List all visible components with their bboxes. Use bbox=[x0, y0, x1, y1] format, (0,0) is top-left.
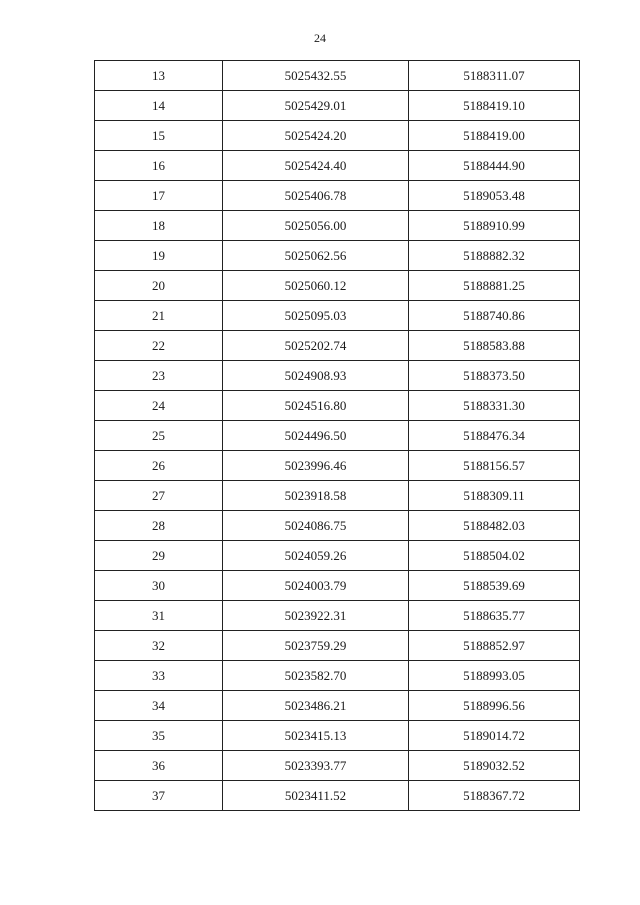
point-number-cell: 30 bbox=[95, 571, 223, 601]
table-row bbox=[95, 331, 580, 361]
y-coordinate-cell: 5188910.99 bbox=[409, 211, 580, 241]
table-row bbox=[95, 451, 580, 481]
point-number-cell: 22 bbox=[95, 331, 223, 361]
point-number-cell: 27 bbox=[95, 481, 223, 511]
x-coordinate-cell: 5025062.56 bbox=[223, 241, 409, 271]
y-coordinate-cell: 5188419.10 bbox=[409, 91, 580, 121]
y-coordinate-cell: 5188476.34 bbox=[409, 421, 580, 451]
table-row bbox=[95, 91, 580, 121]
x-coordinate-cell: 5023582.70 bbox=[223, 661, 409, 691]
point-number-cell: 20 bbox=[95, 271, 223, 301]
point-number-cell: 16 bbox=[95, 151, 223, 181]
x-coordinate-cell: 5025424.20 bbox=[223, 121, 409, 151]
point-number-cell: 25 bbox=[95, 421, 223, 451]
table-row bbox=[95, 721, 580, 751]
x-coordinate-cell: 5023996.46 bbox=[223, 451, 409, 481]
table-row bbox=[95, 211, 580, 241]
point-number-cell: 37 bbox=[95, 781, 223, 811]
point-number-cell: 24 bbox=[95, 391, 223, 421]
x-coordinate-cell: 5024086.75 bbox=[223, 511, 409, 541]
point-number-cell: 18 bbox=[95, 211, 223, 241]
x-coordinate-cell: 5023393.77 bbox=[223, 751, 409, 781]
y-coordinate-cell: 5188996.56 bbox=[409, 691, 580, 721]
table-row bbox=[95, 391, 580, 421]
y-coordinate-cell: 5188444.90 bbox=[409, 151, 580, 181]
table-row bbox=[95, 61, 580, 91]
y-coordinate-cell: 5188740.86 bbox=[409, 301, 580, 331]
table-row bbox=[95, 361, 580, 391]
y-coordinate-cell: 5188882.32 bbox=[409, 241, 580, 271]
point-number-cell: 32 bbox=[95, 631, 223, 661]
y-coordinate-cell: 5188482.03 bbox=[409, 511, 580, 541]
x-coordinate-cell: 5024059.26 bbox=[223, 541, 409, 571]
x-coordinate-cell: 5025424.40 bbox=[223, 151, 409, 181]
table-row bbox=[95, 571, 580, 601]
table-row bbox=[95, 241, 580, 271]
table-row bbox=[95, 661, 580, 691]
table-row bbox=[95, 511, 580, 541]
point-number-cell: 35 bbox=[95, 721, 223, 751]
point-number-cell: 33 bbox=[95, 661, 223, 691]
y-coordinate-cell: 5188993.05 bbox=[409, 661, 580, 691]
x-coordinate-cell: 5024516.80 bbox=[223, 391, 409, 421]
point-number-cell: 34 bbox=[95, 691, 223, 721]
table-row bbox=[95, 631, 580, 661]
point-number-cell: 23 bbox=[95, 361, 223, 391]
point-number-cell: 14 bbox=[95, 91, 223, 121]
page-number: 24 bbox=[314, 31, 326, 45]
x-coordinate-cell: 5024908.93 bbox=[223, 361, 409, 391]
coordinates-table-body bbox=[95, 61, 580, 811]
point-number-cell: 28 bbox=[95, 511, 223, 541]
point-number-cell: 36 bbox=[95, 751, 223, 781]
x-coordinate-cell: 5025406.78 bbox=[223, 181, 409, 211]
table-row bbox=[95, 121, 580, 151]
y-coordinate-cell: 5188311.07 bbox=[409, 61, 580, 91]
x-coordinate-cell: 5023486.21 bbox=[223, 691, 409, 721]
table-row bbox=[95, 601, 580, 631]
y-coordinate-cell: 5188881.25 bbox=[409, 271, 580, 301]
y-coordinate-cell: 5188852.97 bbox=[409, 631, 580, 661]
x-coordinate-cell: 5025056.00 bbox=[223, 211, 409, 241]
point-number-cell: 19 bbox=[95, 241, 223, 271]
point-number-cell: 31 bbox=[95, 601, 223, 631]
point-number-cell: 21 bbox=[95, 301, 223, 331]
x-coordinate-cell: 5023918.58 bbox=[223, 481, 409, 511]
y-coordinate-cell: 5188635.77 bbox=[409, 601, 580, 631]
x-coordinate-cell: 5023411.52 bbox=[223, 781, 409, 811]
y-coordinate-cell: 5188539.69 bbox=[409, 571, 580, 601]
y-coordinate-cell: 5189014.72 bbox=[409, 721, 580, 751]
point-number-cell: 15 bbox=[95, 121, 223, 151]
y-coordinate-cell: 5188504.02 bbox=[409, 541, 580, 571]
table-row bbox=[95, 181, 580, 211]
table-row bbox=[95, 421, 580, 451]
y-coordinate-cell: 5188373.50 bbox=[409, 361, 580, 391]
x-coordinate-cell: 5025432.55 bbox=[223, 61, 409, 91]
x-coordinate-cell: 5023759.29 bbox=[223, 631, 409, 661]
point-number-cell: 29 bbox=[95, 541, 223, 571]
x-coordinate-cell: 5023922.31 bbox=[223, 601, 409, 631]
table-row bbox=[95, 541, 580, 571]
y-coordinate-cell: 5189053.48 bbox=[409, 181, 580, 211]
table-row bbox=[95, 691, 580, 721]
y-coordinate-cell: 5188419.00 bbox=[409, 121, 580, 151]
x-coordinate-cell: 5023415.13 bbox=[223, 721, 409, 751]
point-number-cell: 26 bbox=[95, 451, 223, 481]
table-row bbox=[95, 781, 580, 811]
coordinates-table bbox=[94, 60, 580, 811]
table-row bbox=[95, 271, 580, 301]
x-coordinate-cell: 5024496.50 bbox=[223, 421, 409, 451]
table-row bbox=[95, 151, 580, 181]
point-number-cell: 17 bbox=[95, 181, 223, 211]
x-coordinate-cell: 5025429.01 bbox=[223, 91, 409, 121]
y-coordinate-cell: 5188309.11 bbox=[409, 481, 580, 511]
x-coordinate-cell: 5025095.03 bbox=[223, 301, 409, 331]
y-coordinate-cell: 5189032.52 bbox=[409, 751, 580, 781]
y-coordinate-cell: 5188367.72 bbox=[409, 781, 580, 811]
x-coordinate-cell: 5025060.12 bbox=[223, 271, 409, 301]
x-coordinate-cell: 5025202.74 bbox=[223, 331, 409, 361]
y-coordinate-cell: 5188583.88 bbox=[409, 331, 580, 361]
y-coordinate-cell: 5188331.30 bbox=[409, 391, 580, 421]
table-row bbox=[95, 481, 580, 511]
table-row bbox=[95, 751, 580, 781]
x-coordinate-cell: 5024003.79 bbox=[223, 571, 409, 601]
table-row bbox=[95, 301, 580, 331]
point-number-cell: 13 bbox=[95, 61, 223, 91]
y-coordinate-cell: 5188156.57 bbox=[409, 451, 580, 481]
